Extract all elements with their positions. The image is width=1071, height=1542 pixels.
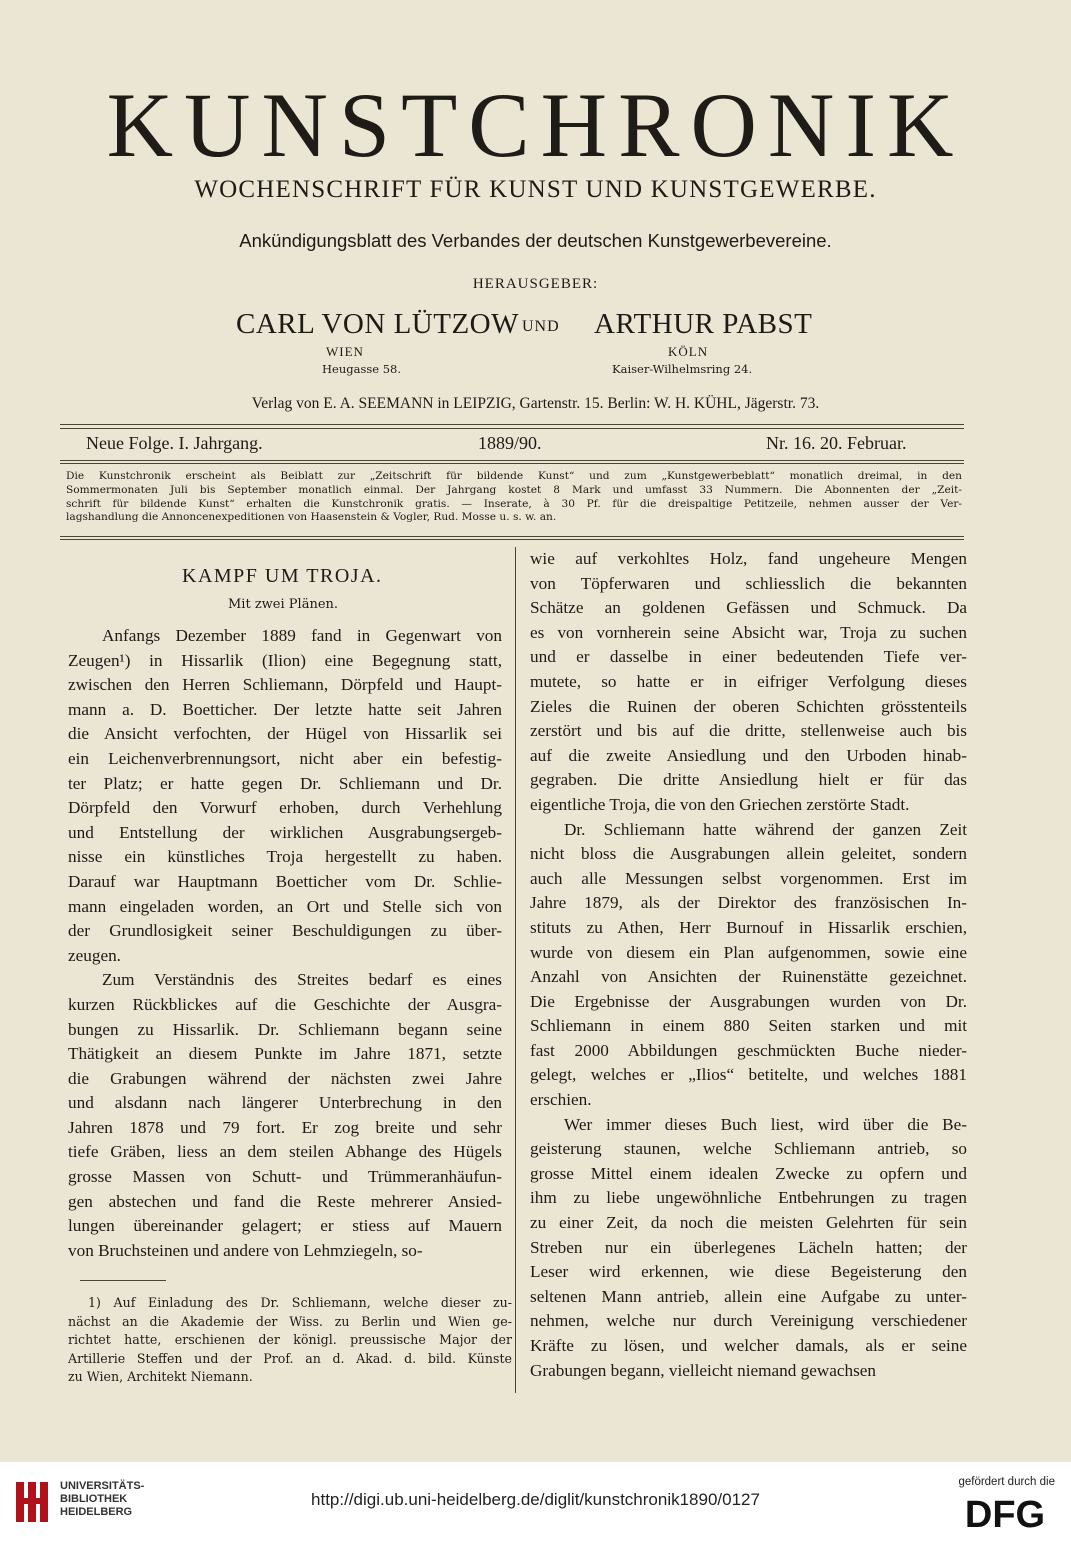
article-line: gegraben. Die dritte Ansiedlung hielt er für das	[530, 770, 967, 790]
right-column	[530, 547, 967, 1383]
article-line: die Grabungen während der nächsten zwei Jahre	[68, 1068, 502, 1088]
column-divider	[515, 547, 516, 1393]
article-line: mann eingeladen worden, an Ort und Stelle sich von	[68, 896, 502, 916]
funded-by-label: gefördert durch die	[958, 1476, 1055, 1488]
notice-line: lagshandlung die Annoncenexpeditionen von Haasenstein & Vogler, Rud. Mosse u. s. w. an.	[66, 511, 557, 524]
article-line: zerstört und bis auf die dritte, stellenweise auch bis	[530, 721, 967, 741]
article-line: Zeugen¹) in Hissarlik (Ilion) eine Begegnung statt,	[68, 650, 502, 670]
article-line: Zum Verständnis des Streites bedarf es eines	[102, 970, 502, 990]
publisher-label: HERAUSGEBER:	[472, 276, 599, 292]
article-line: und alsdann nach längerer Unterbrechung in den	[68, 1093, 502, 1113]
issue-series: Neue Folge. I. Jahrgang.	[86, 433, 263, 453]
article-subtitle: Mit zwei Plänen.	[228, 597, 339, 612]
article-line: wurde von diesem ein Plan aufgenommen, sowie eine	[530, 942, 967, 962]
article-line: der Grundlosigkeit seiner Beschuldigungen zu über-	[68, 921, 502, 941]
notice-line: Die Kunstchronik erscheint als Beiblatt zur „Zeitschrift für bildende Kunst“ und zum „Kunstgewerbeblatt“ monatlich dreimal, in den	[66, 470, 962, 482]
dfg-logo-text: DFG	[964, 1494, 1046, 1532]
digitization-url-link[interactable]: http://digi.ub.uni-heidelberg.de/diglit/kunstchronik1890/0127	[311, 1490, 760, 1509]
article-line: von Töpferwaren und schliesslich die bekannten	[530, 573, 967, 593]
notice-line: schrift für bildende Kunst“ erhalten die Kunstchronik gratis. — Inserate, à 30 Pf. für die dreispaltige Petitzeile, nehmen ausser der Ver-	[66, 497, 962, 510]
editor1-city: WIEN	[326, 344, 364, 359]
left-column	[68, 624, 502, 1263]
digitization-footer	[0, 1462, 1071, 1542]
editor2-name: ARTHUR PABST	[594, 308, 813, 340]
article-line: geisterung staunen, welche Schliemann antrieb, so	[530, 1139, 967, 1159]
article-line: Thätigkeit an diesem Punkte im Jahre 1871, setzte	[68, 1044, 502, 1064]
article-line: kurzen Rückblickes auf die Geschichte der Ausgra-	[68, 994, 502, 1014]
footnote	[68, 1294, 512, 1387]
article-line: auf die zweite Ansiedlung und den Urboden hinab-	[530, 745, 967, 765]
article-line: grosse Mittel einem idealen Zwecke zu opfern und	[530, 1163, 967, 1183]
article-line: und Entstellung der wirklichen Ausgrabungsergeb-	[68, 822, 502, 842]
announcement-line: Ankündigungsblatt des Verbandes der deutschen Kunstgewerbevereine.	[239, 230, 832, 251]
footnote-line: zu Wien, Architekt Niemann.	[68, 1369, 253, 1385]
article-line: Schliemann in einem 880 Seiten starken und mit	[530, 1016, 967, 1036]
article-line: von Bruchsteinen und andere von Lehmziegeln, so-	[68, 1240, 423, 1260]
article-line: zwischen den Herren Schliemann, Dörpfeld und Haupt-	[68, 675, 502, 695]
article-line: zu einer Zeit, da noch die meisten Gelehrten für sein	[530, 1213, 967, 1233]
article-line: nisse ein künstliches Troja hergestellt zu haben.	[68, 847, 502, 867]
editor-conjunction: UND	[522, 318, 560, 335]
article-line: mutete, so hatte er in eifriger Verfolgung dieses	[530, 671, 967, 691]
article-line: Streben nur ein überlegenes Lächeln hatten; der	[530, 1237, 967, 1257]
article-line: Dr. Schliemann hatte während der ganzen Zeit	[564, 819, 967, 839]
article-line: grosse Massen von Schutt- und Trümmeranhäufun-	[68, 1167, 502, 1187]
article-line: nehmen, welche nur durch Vereinigung verschiedener	[530, 1311, 967, 1331]
article-line: es von vornherein seine Absicht war, Troja zu suchen	[530, 622, 967, 642]
issue-rule-double	[60, 463, 964, 464]
article-line: seltenen Mann antrieb, allein eine Aufgabe zu unter-	[530, 1286, 967, 1306]
footnote-line: Artillerie Steffen und der Prof. an d. Akad. d. bild. Künste	[68, 1350, 512, 1366]
article-line: Anfangs Dezember 1889 fand in Gegenwart von	[102, 626, 502, 645]
article-line: die Ansicht verfochten, der Hügel von Hissarlik sei	[68, 724, 502, 744]
footnote-rule	[80, 1280, 166, 1281]
notice-line: Sommermonaten Juli bis September monatlich einmal. Der Jahrgang kostet 8 Mark und umfasst 33 Nummern. Die Abonnenten der „Zeit-	[66, 483, 962, 496]
library-name-line: BIBLIOTHEK	[60, 1493, 128, 1505]
footnote-line: richtet hatte, erschienen der königl. preussische Major der	[68, 1332, 512, 1348]
footnote-line: 1) Auf Einladung des Dr. Schliemann, welche dieser zu-	[88, 1295, 512, 1310]
subscription-notice	[66, 470, 962, 525]
article-line: Zieles die Ruinen der oberen Schichten grösstenteils	[530, 696, 967, 716]
article-line: Wer immer dieses Buch liest, wird über die Be-	[564, 1114, 967, 1134]
article-line: mann a. D. Boetticher. Der letzte hatte seit Jahren	[68, 699, 502, 719]
editor2-address: Kaiser-Wilhelmsring 24.	[612, 362, 753, 376]
article-line: ter Platz; er hatte gegen Dr. Schliemann und Dr.	[68, 773, 502, 793]
editor1-address: Heugasse 58.	[322, 362, 402, 376]
issue-number-date: Nr. 16. 20. Februar.	[766, 433, 907, 453]
masthead-subtitle: WOCHENSCHRIFT FÜR KUNST UND KUNSTGEWERBE.	[194, 176, 877, 203]
article-line: fast 2000 Abbildungen geschmückten Buche nieder-	[530, 1040, 967, 1060]
footnote-line: nächst an die Akademie der Wiss. zu Berlin und Wien ge-	[68, 1313, 512, 1329]
issue-rule	[60, 460, 964, 461]
article-line: ein Leichenverbrennungsort, nicht aber ein befestig-	[68, 748, 502, 768]
notice-rule-double	[60, 539, 964, 540]
article-line: eigentliche Troja, die von den Griechen zerstörte Stadt.	[530, 794, 910, 814]
top-rule-double	[60, 428, 964, 429]
article-line: Darauf war Hauptmann Boetticher vom Dr. Schlie-	[68, 871, 502, 891]
article-line: zeugen.	[68, 945, 121, 965]
article-line: auch alle Messungen selbst vorgenommen. Erst im	[530, 868, 967, 888]
editor2-city: KÖLN	[668, 344, 709, 359]
issue-year: 1889/90.	[478, 433, 542, 453]
article-line: gen abstechen und fand die Reste mehrerer Ansied-	[68, 1191, 502, 1211]
article-line: Grabungen begann, vielleicht niemand gewachsen	[530, 1360, 877, 1380]
article-line: Jahre 1879, als der Direktor des französischen In-	[530, 893, 967, 913]
article-line: Leser wird erkennen, wie diese Begeisterung den	[530, 1262, 967, 1282]
article-line: und er dasselbe in einer bedeutenden Tiefe ver-	[530, 647, 967, 667]
editor1-name: CARL VON LÜTZOW	[236, 308, 519, 340]
article-line: Jahren 1878 und 79 fort. Er zog breite und sehr	[68, 1117, 502, 1137]
article-line: Die Ergebnisse der Ausgrabungen wurden von Dr.	[530, 991, 967, 1011]
article-title: KAMPF UM TROJA.	[182, 565, 383, 587]
library-name-line: HEIDELBERG	[60, 1506, 133, 1518]
masthead-title: KUNSTCHRONIK	[106, 74, 965, 176]
article-line: Schätze an goldenen Gefässen und Schmuck. Da	[530, 598, 967, 618]
top-rule	[60, 424, 964, 425]
library-name-line: UNIVERSITÄTS-	[60, 1480, 145, 1492]
article-line: Dörpfeld den Vorwurf erhoben, durch Verhehlung	[68, 798, 502, 818]
article-line: nicht bloss die Ausgrabungen allein geleitet, sondern	[530, 844, 967, 864]
dfg-logo-icon	[955, 1494, 1055, 1532]
article-line: tiefe Gräben, liess an dem steilen Abhange des Hügels	[68, 1142, 502, 1162]
article-line: wie auf verkohltes Holz, fand ungeheure Mengen	[530, 549, 967, 568]
article-line: Kräfte zu lösen, und welcher damals, als er seine	[530, 1336, 967, 1355]
article-line: Anzahl von Ansichten der Ruinenstätte gezeichnet.	[530, 967, 967, 987]
article-line: lungen übereinander gelagert; er stiess auf Mauern	[68, 1216, 502, 1236]
article-line: stituts zu Athen, Herr Burnouf in Hissarlik erschien,	[530, 917, 967, 937]
article-line: ihm zu liebe ungewöhnliche Entbehrungen zu tragen	[530, 1188, 967, 1208]
article-line: erschien.	[530, 1090, 592, 1110]
article-line: bungen zu Hissarlik. Dr. Schliemann begann seine	[68, 1019, 502, 1039]
publisher-line: Verlag von E. A. SEEMANN in LEIPZIG, Gartenstr. 15. Berlin: W. H. KÜHL, Jägerstr. 73.	[251, 395, 820, 412]
article-line: gelegt, welches er „Ilios“ betitelte, und welches 1881	[530, 1065, 967, 1085]
notice-rule	[60, 536, 964, 537]
